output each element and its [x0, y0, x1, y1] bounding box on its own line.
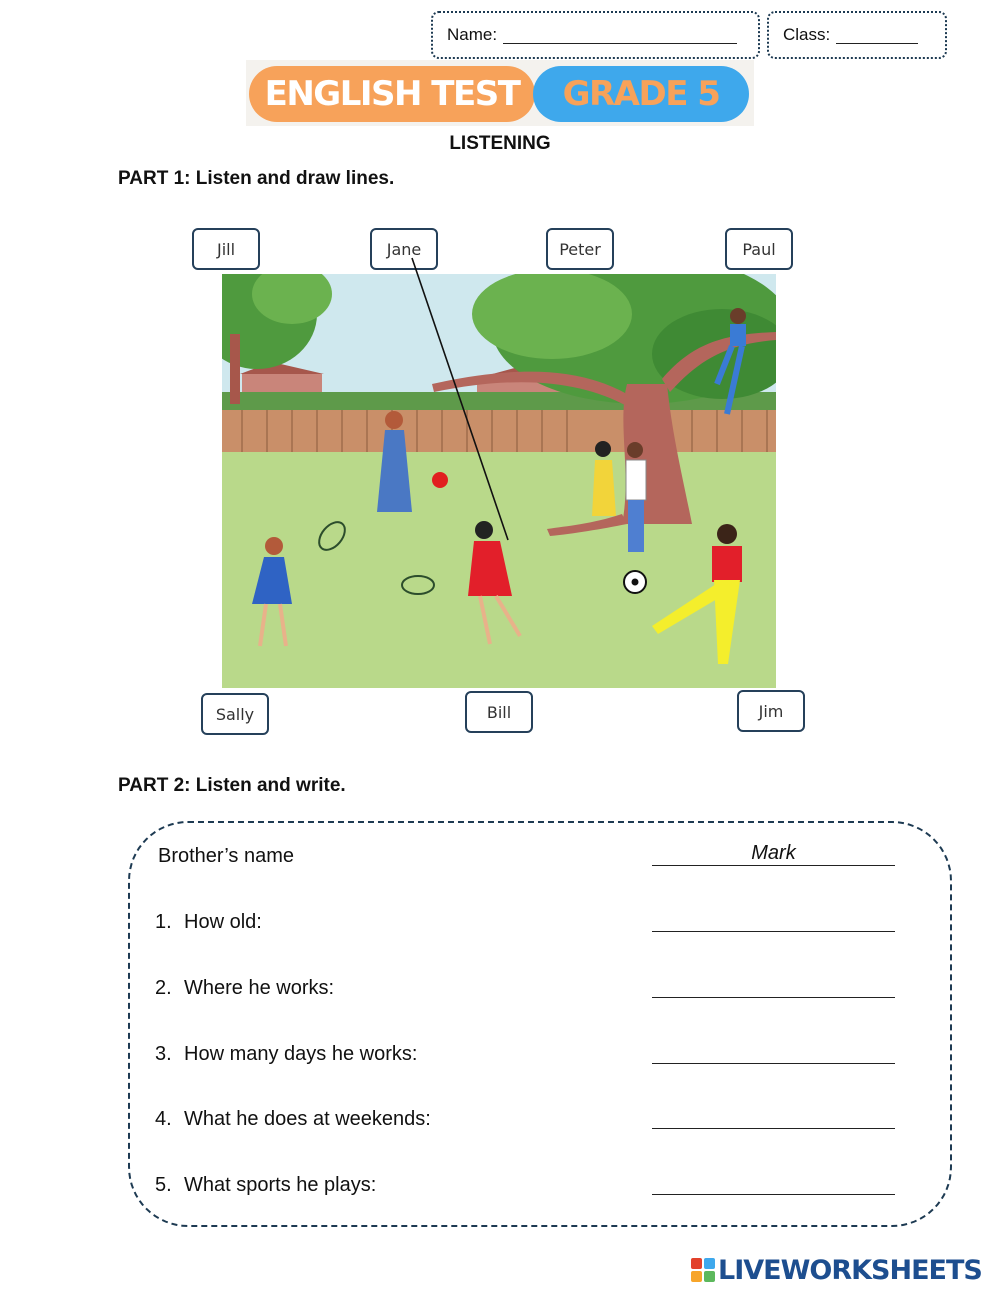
answer-input-4[interactable]: [652, 1105, 895, 1129]
test-title: ENGLISH TEST: [249, 66, 535, 122]
answer-input-2[interactable]: [652, 974, 895, 998]
name-label: Name:: [447, 25, 498, 44]
question-text: What he does at weekends:: [184, 1108, 431, 1130]
logo-mark-icon: [691, 1258, 715, 1282]
question-number: 4.: [155, 1108, 172, 1130]
example-answer: Mark: [652, 842, 895, 866]
answer-input-1[interactable]: [652, 908, 895, 932]
question-number: 2.: [155, 977, 172, 999]
liveworksheets-logo: [691, 1253, 987, 1287]
grade-badge: GRADE 5: [533, 66, 749, 122]
answer-box: [128, 821, 952, 1227]
example-label: Brother’s name: [158, 845, 294, 867]
question-number: 3.: [155, 1043, 172, 1065]
class-label: Class:: [783, 25, 831, 44]
name-tag-jill[interactable]: Jill: [192, 228, 260, 270]
class-input-line[interactable]: [836, 26, 918, 44]
name-tag-paul[interactable]: Paul: [725, 228, 793, 270]
question-text: Where he works:: [184, 977, 335, 999]
question-text: What sports he plays:: [184, 1174, 377, 1196]
name-tag-jim[interactable]: Jim: [737, 690, 805, 732]
part1-heading: PART 1: Listen and draw lines.: [118, 168, 395, 189]
section-title: LISTENING: [449, 133, 551, 154]
logo-text: LIVEWORKSHEETS: [718, 1254, 982, 1286]
question-text: How many days he works:: [184, 1043, 418, 1065]
part2-heading: PART 2: Listen and write.: [118, 775, 346, 796]
question-text: How old:: [184, 911, 262, 933]
class-field[interactable]: [767, 11, 947, 59]
answer-input-3[interactable]: [652, 1040, 895, 1064]
question-number: 5.: [155, 1174, 172, 1196]
name-tag-jane[interactable]: Jane: [370, 228, 438, 270]
park-scene-illustration: [222, 274, 776, 688]
title-banner: [246, 60, 754, 126]
name-input-line[interactable]: [503, 26, 737, 44]
name-tag-peter[interactable]: Peter: [546, 228, 614, 270]
name-tag-sally[interactable]: Sally: [201, 693, 269, 735]
name-field[interactable]: [431, 11, 760, 59]
answer-input-5[interactable]: [652, 1171, 895, 1195]
question-number: 1.: [155, 911, 172, 933]
name-tag-bill[interactable]: Bill: [465, 691, 533, 733]
